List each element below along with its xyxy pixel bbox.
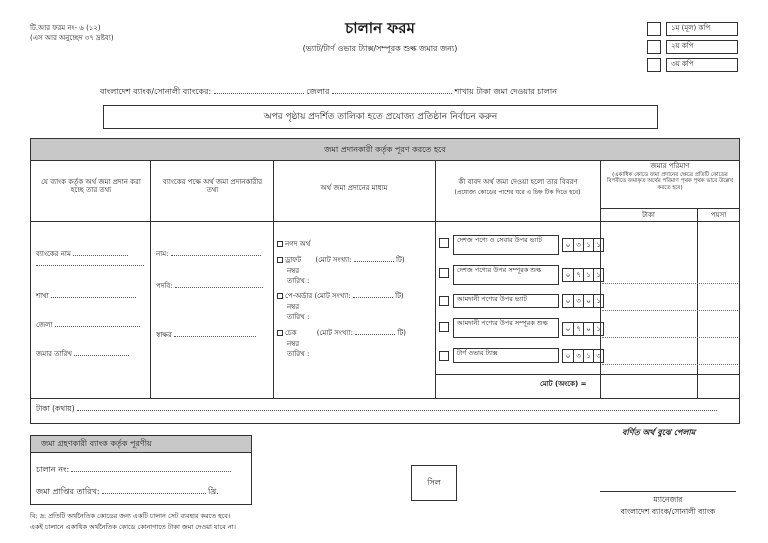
- depositor-designation-row: [156, 282, 271, 290]
- depositor-name-field[interactable]: [171, 255, 261, 256]
- bank-fill-title-box: [30, 435, 252, 453]
- cheque-count-label: (মোট সংখ্যা:: [316, 329, 353, 337]
- header-bank-info: যে ব্যাংক কর্তৃক অর্থ জমা প্রদান করা হচ্ছে তার তথ্য: [41, 178, 141, 195]
- draft-count-suffix: টি): [396, 256, 405, 264]
- branch-field[interactable]: [51, 297, 136, 298]
- depositor-name-row: [156, 250, 271, 258]
- code-digit: ৭: [573, 323, 583, 335]
- code-digit: ১: [593, 239, 603, 251]
- deposit-date-row: [36, 350, 146, 358]
- code-digit: ১: [583, 350, 593, 362]
- footnote-line-2: একই চালানে একাধিক অর্থনৈতিক কোডে কোনাগাতে টাকা জমা দেওয়া যাবে না।: [30, 523, 236, 531]
- seal-label: সিল: [427, 478, 441, 487]
- bank-label: বাংলাদেশ ব্যাংক/সোনালী ব্যাংকের:: [100, 87, 212, 96]
- depositor-signature-field[interactable]: [174, 336, 256, 337]
- item-code-5: [562, 349, 604, 363]
- bank-line: [100, 87, 557, 96]
- item-label-box-2: [453, 265, 559, 285]
- words-field[interactable]: [77, 410, 717, 411]
- item-code-4: [562, 322, 604, 336]
- deposit-date-label: জমার তারিখ: [36, 350, 72, 358]
- code-digit: ০: [565, 325, 571, 333]
- header-purpose-note: (প্রযোজ্য কোডের পাশের ঘরে এ চিহ্ন টিক দিতে হবে): [454, 189, 581, 196]
- item-checkbox-3[interactable]: [439, 296, 449, 306]
- deposit-date-field[interactable]: [74, 355, 129, 356]
- method-cheque: [277, 329, 406, 337]
- table-section-title: জমা প্রদানকারী কর্তৃক পূরণ করতে হবে: [31, 139, 739, 160]
- code-digit: ১: [593, 323, 603, 335]
- code-digit: ০: [565, 297, 571, 305]
- rule-reference: (এস আর অনুচ্ছেদ ৩৭ দ্রষ্টব্য): [30, 34, 114, 42]
- code-digit: ১: [593, 295, 603, 307]
- branch-row: [36, 292, 146, 300]
- header-paisa: পয়সা: [710, 211, 727, 219]
- item-code-2: [562, 268, 604, 282]
- bank-name-row: [36, 250, 146, 258]
- bank-fill-box: [30, 453, 252, 505]
- cash-checkbox[interactable]: [277, 241, 283, 247]
- payorder-checkbox[interactable]: [277, 293, 283, 299]
- draft-count-label: (মোট সংখ্যা:: [315, 256, 352, 264]
- item-checkbox-4[interactable]: [439, 322, 449, 332]
- draft-checkbox[interactable]: [277, 257, 283, 263]
- branch-label: শাখায় টাকা জমা দেওয়ার চালান: [454, 87, 557, 96]
- payorder-number-label: নম্বর: [287, 303, 300, 311]
- total-label: মোট (অংকে) =: [540, 380, 587, 388]
- signatory-org: বাংলাদেশ ব্যাংক/সোনালী ব্যাংক: [620, 507, 716, 516]
- item-code-3: [562, 294, 604, 308]
- payorder-date-label: তারিখ :: [287, 313, 310, 321]
- header-purpose: কী বাবদ অর্থ জমা দেওয়া হলো তার বিবরণ: [458, 178, 578, 186]
- method-draft: [277, 256, 405, 264]
- cheque-number-label: নম্বর: [287, 340, 300, 348]
- cheque-checkbox[interactable]: [277, 330, 283, 336]
- district-row-label: জেলা: [36, 321, 53, 329]
- item-label-box-3: [453, 294, 559, 308]
- challan-no-row: [36, 465, 231, 474]
- instruction-box: [103, 105, 658, 129]
- header-amount: জমার পরিমাণ: [650, 162, 690, 170]
- copy-checkbox-3[interactable]: [647, 58, 661, 72]
- challan-no-label: চালান নং:: [36, 465, 70, 474]
- payorder-count-field[interactable]: [353, 297, 393, 298]
- code-digit: ১: [583, 239, 593, 251]
- header-taka: টাকা: [642, 211, 655, 219]
- item-label-4: আমদানী পণ্যের উপর সম্পূরক শুল্ক: [457, 319, 548, 327]
- page-subtitle: (ভ্যাট/টার্ণ ওভার ট্যাক্স/সম্পূরক শুল্ক জমার জন্য): [302, 44, 458, 53]
- code-digit: ৩: [573, 295, 583, 307]
- code-digit: ১: [593, 269, 603, 281]
- header-amount-note: (একাধিক কোডে জমা প্রদানের ক্ষেত্রে প্রতিটি কোডের বিপরীতে জমাকৃত অর্থের পরিমাণ পৃথক পৃথক ভাবে উল্লেখ করতে হবে): [606, 172, 734, 191]
- payorder-count-suffix: টি): [395, 292, 404, 300]
- item-label-3: আমদানী পণ্যের উপর ভ্যাট: [457, 295, 528, 303]
- cheque-date-label: তারিখ :: [287, 350, 310, 358]
- item-label-box-4: [453, 318, 559, 338]
- receipt-date-label: জমা প্রাপ্তির তারিখ:: [36, 487, 100, 496]
- copy-checkbox-1[interactable]: [647, 22, 661, 36]
- draft-date-label: তারিখ :: [287, 277, 310, 285]
- item-label-box-1: [453, 235, 559, 255]
- seal-box: [411, 465, 457, 501]
- branch-label: শাখা: [36, 292, 49, 300]
- copy-label-2: ২য় কপি: [666, 40, 738, 54]
- draft-count-field[interactable]: [354, 261, 394, 262]
- code-digit: ৩: [573, 350, 583, 362]
- copy-label-1: ১ম (মূল) কপি: [666, 22, 738, 36]
- bank-fill-title: জমা গ্রহণকারী ব্যাংক কর্তৃক পূরণীয়: [41, 439, 152, 448]
- district-row: [36, 321, 146, 329]
- method-payorder: [277, 292, 404, 300]
- payorder-label: পে-অর্ডার: [285, 292, 313, 300]
- code-digit: ৭: [573, 269, 583, 281]
- header-depositor-info: ব্যাংকের পক্ষে অর্থ জমা প্রদানকারীর তথ্য: [162, 178, 263, 195]
- code-digit: ৩: [573, 239, 583, 251]
- item-checkbox-5[interactable]: [439, 351, 449, 361]
- code-digit: ০: [583, 295, 593, 307]
- depositor-designation-field[interactable]: [175, 287, 263, 288]
- depositor-designation-label: পদবি:: [156, 282, 173, 290]
- copy-label-3: ৩য় কপি: [666, 58, 738, 72]
- code-digit: ০: [565, 241, 571, 249]
- item-label-5: টার্ণ ওভার ট্যাক্স: [457, 349, 498, 357]
- page-title: চালান ফরম: [345, 19, 415, 37]
- payorder-count-label: (মোট সংখ্যা:: [314, 292, 351, 300]
- item-checkbox-2[interactable]: [439, 268, 449, 278]
- challan-no-field[interactable]: [71, 471, 231, 472]
- depositor-signature-row: [156, 331, 271, 339]
- header-payment-method: অর্থ জমা প্রদানের মাধ্যম: [320, 184, 388, 192]
- district-row-field[interactable]: [55, 326, 140, 327]
- bank-name-label: ব্যাংকের নাম: [36, 250, 71, 258]
- signatory-title: ম্যানেজার: [653, 495, 683, 504]
- receipt-date-row: [36, 487, 219, 496]
- form-number: টি.আর ফরম নং- ৬ (১২): [30, 24, 101, 32]
- cheque-count-field[interactable]: [355, 334, 395, 335]
- words-row: [36, 405, 734, 414]
- code-digit: ০: [565, 271, 571, 279]
- method-cash: [277, 240, 310, 248]
- code-digit: ০: [583, 323, 593, 335]
- bank-field[interactable]: [214, 93, 304, 94]
- code-digit: ৩: [593, 350, 603, 362]
- district-label: জেলার: [306, 87, 330, 96]
- item-checkbox-1[interactable]: [439, 238, 449, 248]
- amount-rows: [602, 255, 738, 365]
- words-label: টাকা (কথায়): [36, 404, 75, 413]
- copy-checkbox-2[interactable]: [647, 40, 661, 54]
- draft-label: ড্রাফট: [285, 256, 302, 264]
- depositor-name-label: নাম:: [156, 250, 169, 258]
- item-label-2: দেশজ পণ্যের উপর সম্পূরক শুল্ক: [457, 266, 542, 274]
- depositor-signature-label: স্বাক্ষর: [156, 331, 172, 339]
- item-label-1: দেশজ পণ্যে ও সেবার উপর ভ্যাট: [457, 236, 542, 244]
- received-note: বর্ণিত অর্থ বুঝে পেলাম: [622, 428, 696, 437]
- bank-name-field-2: [36, 265, 144, 266]
- item-code-1: [562, 238, 604, 252]
- cheque-label: চেক: [285, 329, 297, 337]
- cash-label: নগদ অর্থ: [285, 240, 311, 248]
- receipt-date-suffix: খ্রি.: [208, 487, 219, 496]
- bank-name-field[interactable]: [73, 255, 128, 256]
- district-field[interactable]: [332, 93, 452, 94]
- receipt-date-field[interactable]: [102, 493, 206, 494]
- footnote-line-1: বি: দ্র: প্রতিটি অর্থনৈতিক কোডের জন্য একটি চালান সেট ব্যবহার করতে হবে।: [30, 512, 231, 520]
- item-label-box-5: [453, 348, 559, 363]
- cheque-count-suffix: টি): [397, 329, 406, 337]
- instruction-text: অপর পৃষ্ঠায় প্রদর্শিত তালিকা হতে প্রযোজ্য প্রতিষ্ঠান নির্বাচন করুন: [263, 112, 498, 122]
- code-digit: ১: [583, 269, 593, 281]
- code-digit: ০: [565, 352, 571, 360]
- draft-number-label: নম্বর: [287, 267, 300, 275]
